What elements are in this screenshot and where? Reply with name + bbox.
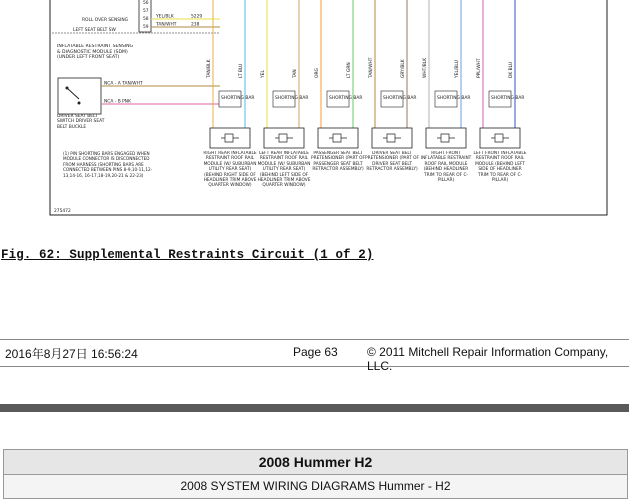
wiring-diagram (0, 0, 629, 222)
section-title: 2008 SYSTEM WIRING DIAGRAMS Hummer - H2 (4, 475, 627, 498)
pin-58: 58 (143, 17, 149, 22)
wire-color-label: DK BLU (509, 61, 514, 78)
shorting-bar-label: SHORTING BAR (491, 96, 525, 101)
wire-color-label: WHT/BLK (423, 57, 428, 78)
wire-color-label: TAN/BLK (207, 59, 212, 78)
page-number: Page 63 (293, 345, 338, 359)
print-datetime: 2016年8月27日 16:56:24 (5, 347, 138, 361)
module-description-box (311, 151, 365, 215)
row-text-rollover: ROLL OVER SENSING (82, 18, 129, 23)
wire-color-label: ORG (315, 68, 320, 78)
wire-color-label: YEL (261, 70, 266, 78)
shorting-bar-label: SHORTING BAR (275, 96, 309, 101)
squib-connector (318, 128, 358, 148)
wire-color-label: YEL/BLU (455, 60, 460, 78)
shorting-bar-label: SHORTING BAR (221, 96, 255, 101)
squib-connector (372, 128, 412, 148)
module-description-box (473, 151, 527, 215)
module-description-box (203, 151, 257, 215)
module-description: PASSENGER SEAT BELT PRETENSIONER (PART OF PASSENGER SEAT BELT RETRACTOR ASSEMBLY) (311, 151, 365, 173)
squib-connector (426, 128, 466, 148)
module-label-box (57, 44, 137, 74)
module-description: DRIVER SEAT BELT PRETENSIONER (PART OF DRIVER SEAT BELT RETRACTOR ASSEMBLY) (365, 151, 419, 173)
module-description: RIGHT FRONT INFLATABLE RESTRAINT ROOF RAIL MODULE (BEHIND HEADLINER TRIM TO REAR OF C-PILLAR) (420, 151, 472, 184)
pin-56: 56 (143, 1, 149, 6)
wire-yel-blk: YEL/BLK (156, 14, 174, 20)
shorting-bar-label: SHORTING BAR (329, 96, 363, 101)
wire-color-label: GRY/BLK (401, 59, 406, 78)
vehicle-title: 2008 Hummer H2 (4, 450, 627, 475)
wire-color-label: PPL/WHT (477, 58, 482, 78)
document-header (3, 449, 628, 499)
squib-connector (480, 128, 520, 148)
pin-59: 59 (143, 25, 149, 30)
module-description-box (365, 151, 419, 215)
circuit-5229: 5229 (191, 14, 203, 20)
buckle-label-box (57, 114, 107, 140)
shorting-bar-label: SHORTING BAR (437, 96, 471, 101)
squib-connector (210, 128, 250, 148)
module-description: LEFT FRONT INFLATABLE RESTRAINT ROOF RAIL MODULE (BEHIND LEFT SIDE OF HEADLINER TRIM TO REAR OF C-PILLAR) (473, 151, 527, 184)
module-description-box (257, 151, 311, 215)
module-description: RIGHT REAR INFLATABLE RESTRAINT ROOF RAIL MODULE (W/ SUBURBAN UTILITY REAR SEAT) (BEHIND RIGHT SIDE OF HEADLINER TRIM ABOVE QUARTER WINDOW) (203, 151, 257, 189)
switch-wire-b: NCA - B PNK (104, 99, 131, 105)
section-divider (0, 404, 629, 412)
buckle-label: DRIVER SEAT BELT SWITCH DRIVER SEAT BELT BUCKLE (57, 114, 105, 130)
circuit-238: 238 (191, 22, 200, 28)
shorting-bar-note: (1) PIN SHORTING BARS ENGAGED WHEN MODULE CONNECTOR IS DISCONNECTED FROM HARNESS (SHORTING BARS ARE CONNECTED BETWEEN PINS 8-9,10-11,12-13,14-16, 16-17,18-19,20-21 & 22-23) (63, 151, 153, 178)
row-text-belt: LEFT SEAT BELT SW (73, 28, 116, 33)
switch-wire-a: NCA - A TAN/WHT (104, 81, 143, 87)
figure-id: 275472 (54, 209, 71, 214)
wire-color-label: LT BLU (239, 63, 244, 78)
wire-tan-wht: TAN/WHT (156, 22, 177, 28)
module-label: INFLATABLE RESTRAINT SENSING & DIAGNOSTIC MODULE (SDM) (UNDER LEFT FRONT SEAT) (57, 44, 134, 61)
wire-color-label: LT GRN (347, 62, 352, 78)
squib-connector (264, 128, 304, 148)
pin-57: 57 (143, 9, 149, 14)
module-description: LEFT REAR INFLATABLE RESTRAINT ROOF RAIL MODULE (W/ SUBURBAN UTILITY REAR SEAT) (BEHIND LEFT SIDE OF HEADLINER TRIM ABOVE QUARTER WINDOW) (257, 151, 311, 189)
figure-caption: Fig. 62: Supplemental Restraints Circuit (1 of 2) (1, 248, 374, 262)
copyright: © 2011 Mitchell Repair Information Company, LLC. (367, 345, 609, 373)
wire-color-label: TAN (293, 69, 298, 78)
wire-color-label: TAN/WHT (369, 57, 374, 78)
shorting-bar-label: SHORTING BAR (383, 96, 417, 101)
page-footer (0, 339, 629, 373)
module-description-box (419, 151, 473, 215)
note-box (63, 151, 155, 199)
